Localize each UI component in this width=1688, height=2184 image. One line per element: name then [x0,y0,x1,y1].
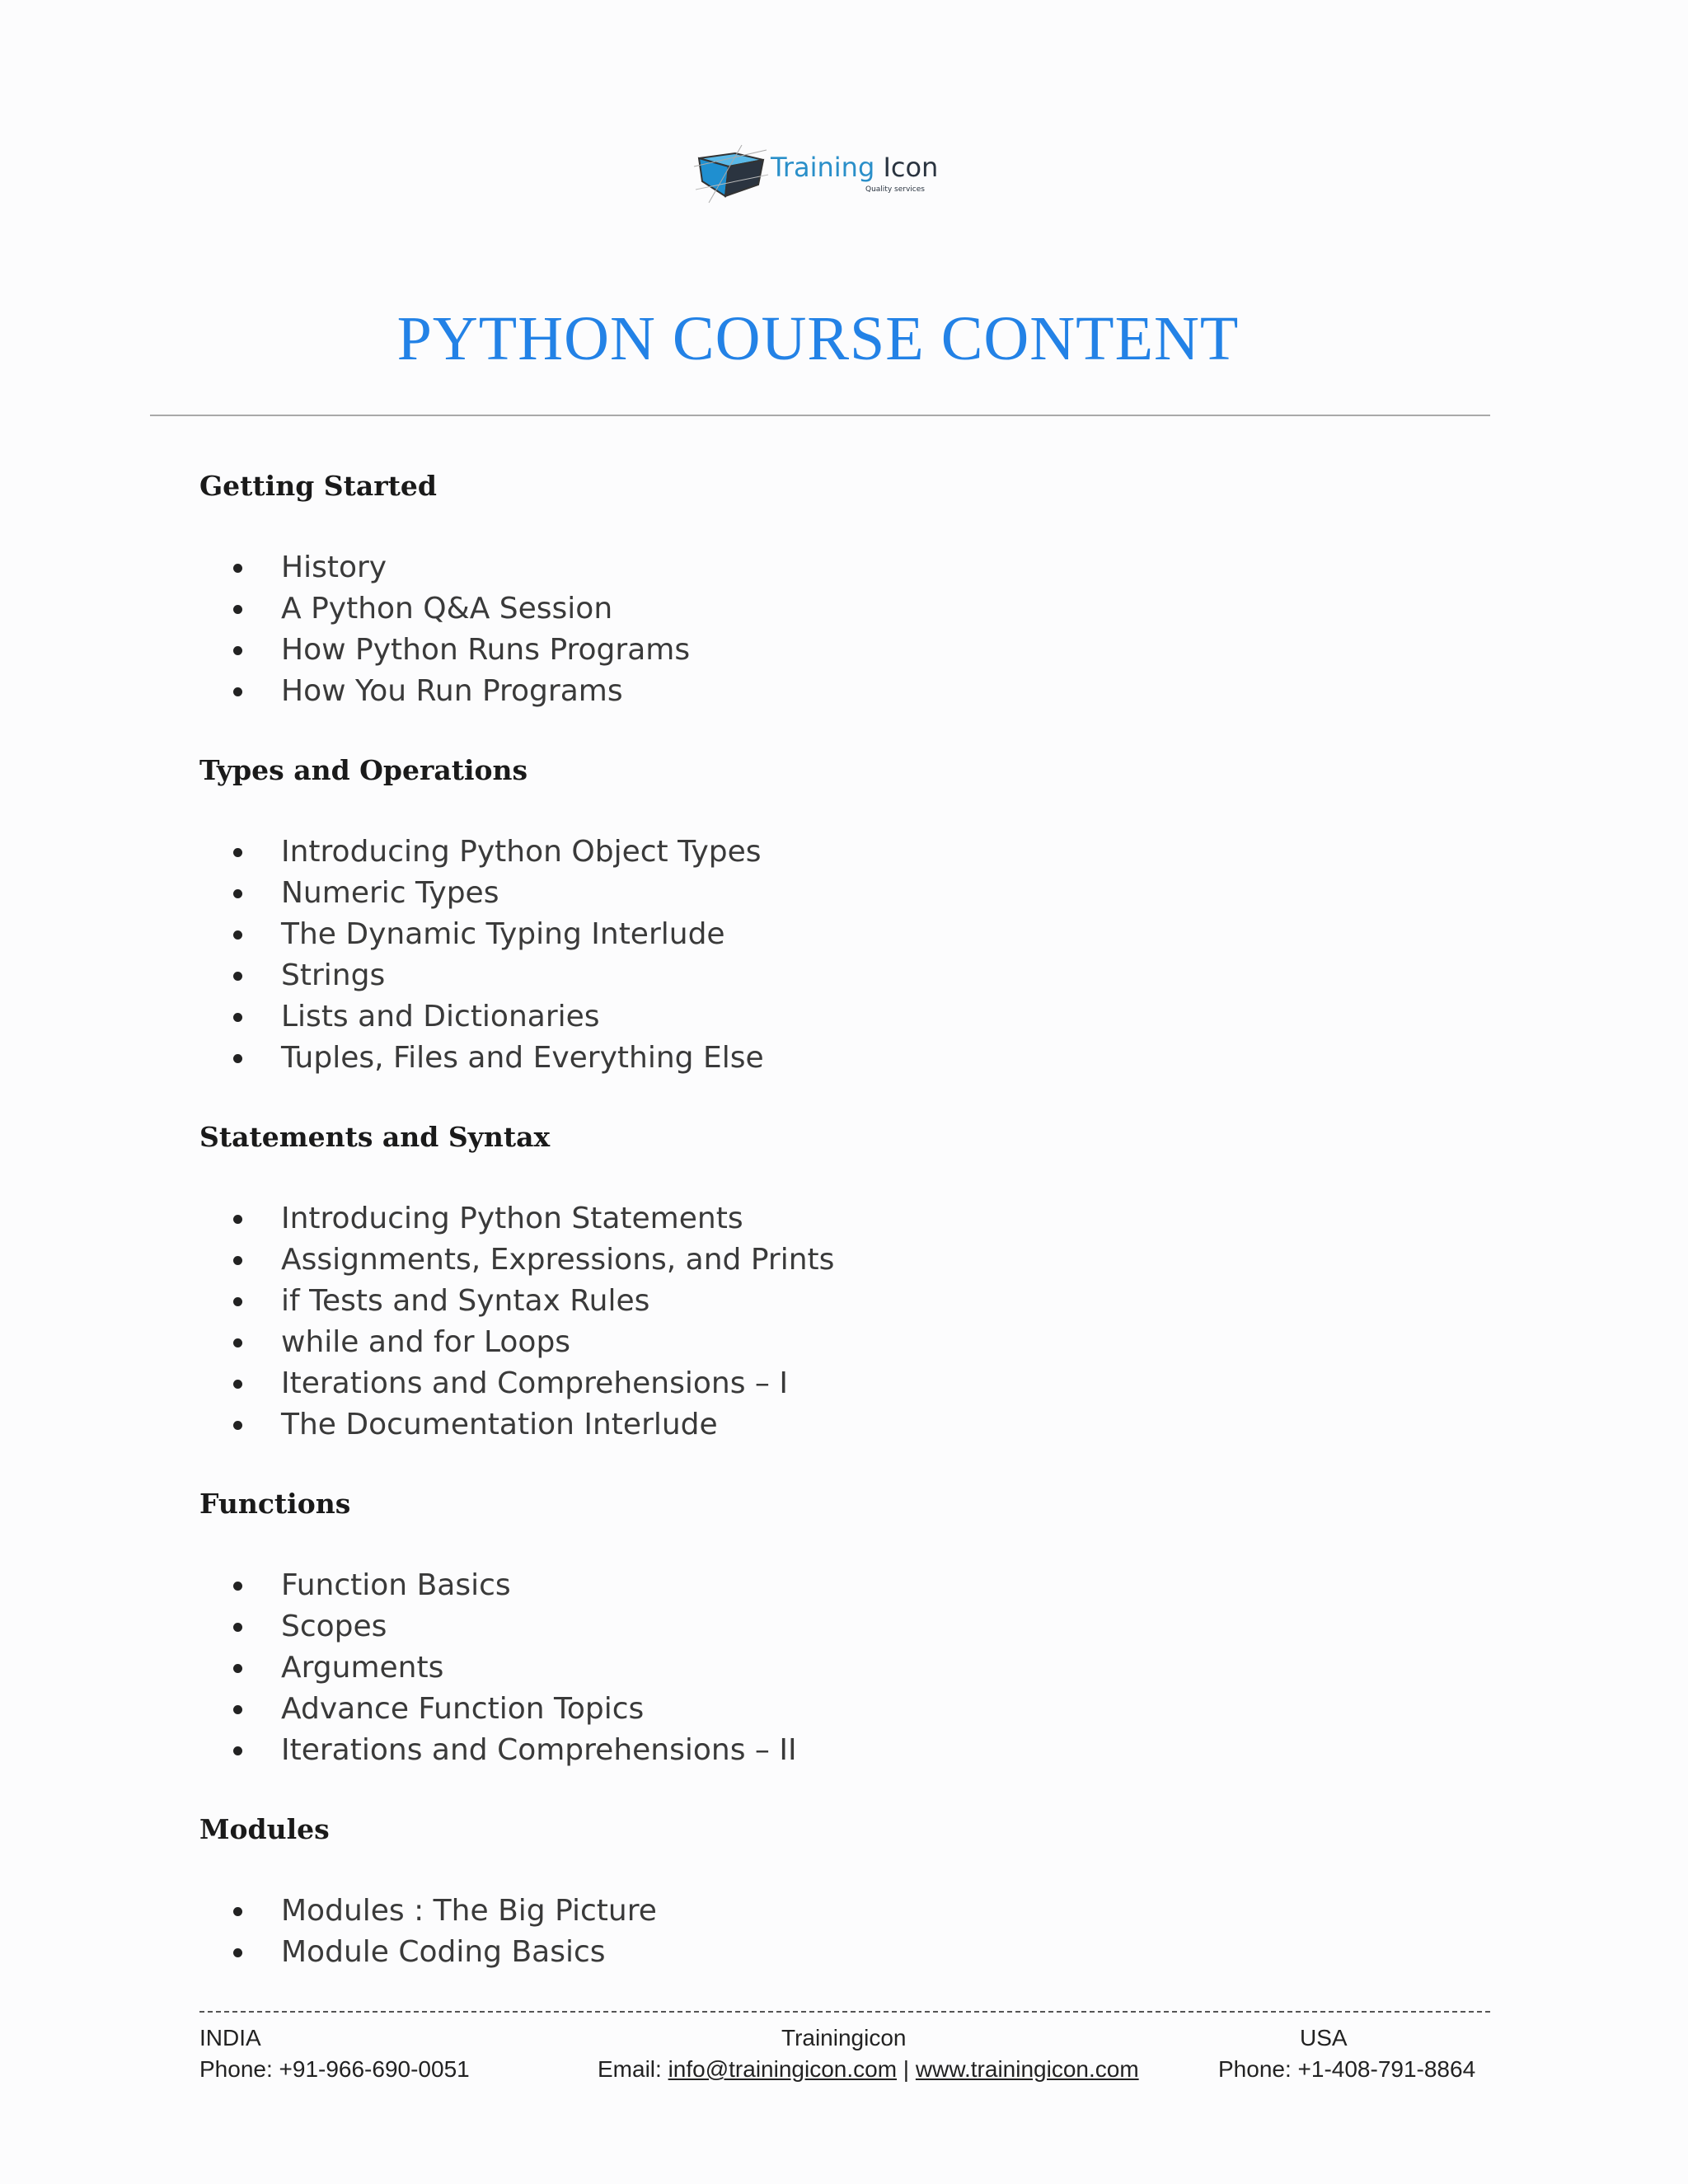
list-item: Iterations and Comprehensions – I [0,1363,907,1404]
list-item: The Documentation Interlude [0,1404,907,1446]
bullet-icon [233,1664,242,1673]
footer-india-phone: Phone: +91-966-690-0051 [199,2056,470,2082]
page-title: PYTHON COURSE CONTENT [396,304,1240,373]
list-item: Introducing Python Object Types [0,832,907,873]
bullet-icon [233,1338,242,1347]
bullet-icon [233,1623,242,1632]
section-heading-modules: Modules [199,1813,330,1845]
bullet-icon [233,1907,242,1916]
bullet-icon [233,972,242,981]
list-item: Advance Function Topics [0,1689,907,1730]
bullet-icon [233,1746,242,1755]
bullet-icon [233,1297,242,1306]
list-item: Introducing Python Statements [0,1198,907,1240]
bullet-icon [233,646,242,655]
section-heading-getting-started: Getting Started [199,470,437,502]
list-item: Module Coding Basics [0,1932,907,1973]
list-item: How You Run Programs [0,671,907,712]
bullet-icon [233,1705,242,1714]
bullet-icon [233,1215,242,1224]
section-heading-functions: Functions [199,1488,351,1520]
bullet-icon [233,848,242,857]
list-item: Arguments [0,1647,907,1689]
footer-divider [199,2011,1490,2013]
bullet-icon [233,1013,242,1022]
list-item: Scopes [0,1606,907,1647]
footer-website-link[interactable]: www.trainingicon.com [915,2056,1139,2082]
list-item: Modules : The Big Picture [0,1891,907,1932]
footer-usa-phone: Phone: +1-408-791-8864 [1218,2056,1476,2082]
footer-company-label: Trainingicon [781,2025,907,2050]
list-item: Iterations and Comprehensions – II [0,1730,907,1771]
list-item: Numeric Types [0,873,907,914]
bullet-icon [233,605,242,614]
section-heading-statements-and-syntax: Statements and Syntax [199,1121,551,1153]
list-item: if Tests and Syntax Rules [0,1281,907,1322]
company-logo [692,142,973,208]
footer-contact [598,2056,1139,2083]
bullet-icon [233,1948,242,1957]
cube-logo-icon [692,142,771,208]
footer-usa-label: USA [1300,2025,1348,2050]
bullet-icon [233,1054,242,1063]
list-item: A Python Q&A Session [0,588,907,630]
section-heading-types-and-operations: Types and Operations [199,754,528,786]
logo-word-training: Training [771,152,875,183]
logo-wordmark [771,152,938,183]
bullet-icon [233,1256,242,1265]
bullet-icon [233,1582,242,1591]
bullet-icon [233,687,242,696]
bullet-icon [233,1380,242,1389]
logo-tagline: Quality services [865,185,925,194]
list-item: Lists and Dictionaries [0,996,907,1038]
footer-email-link[interactable]: info@trainingicon.com [668,2056,898,2082]
footer-separator: | [897,2056,916,2082]
title-divider [150,415,1490,416]
list-item: Tuples, Files and Everything Else [0,1038,907,1079]
list-item: Strings [0,955,907,996]
list-item: Assignments, Expressions, and Prints [0,1240,907,1281]
list-item: How Python Runs Programs [0,630,907,671]
list-item: Function Basics [0,1565,907,1606]
bullet-icon [233,889,242,898]
list-item: History [0,547,907,588]
footer-email-prefix: Email: [598,2056,668,2082]
bullet-icon [233,1421,242,1430]
bullet-icon [233,930,242,940]
list-item: The Dynamic Typing Interlude [0,914,907,955]
list-item: while and for Loops [0,1322,907,1363]
logo-word-icon: Icon [883,152,939,183]
footer-india-label: INDIA [199,2025,261,2050]
bullet-icon [233,564,242,573]
